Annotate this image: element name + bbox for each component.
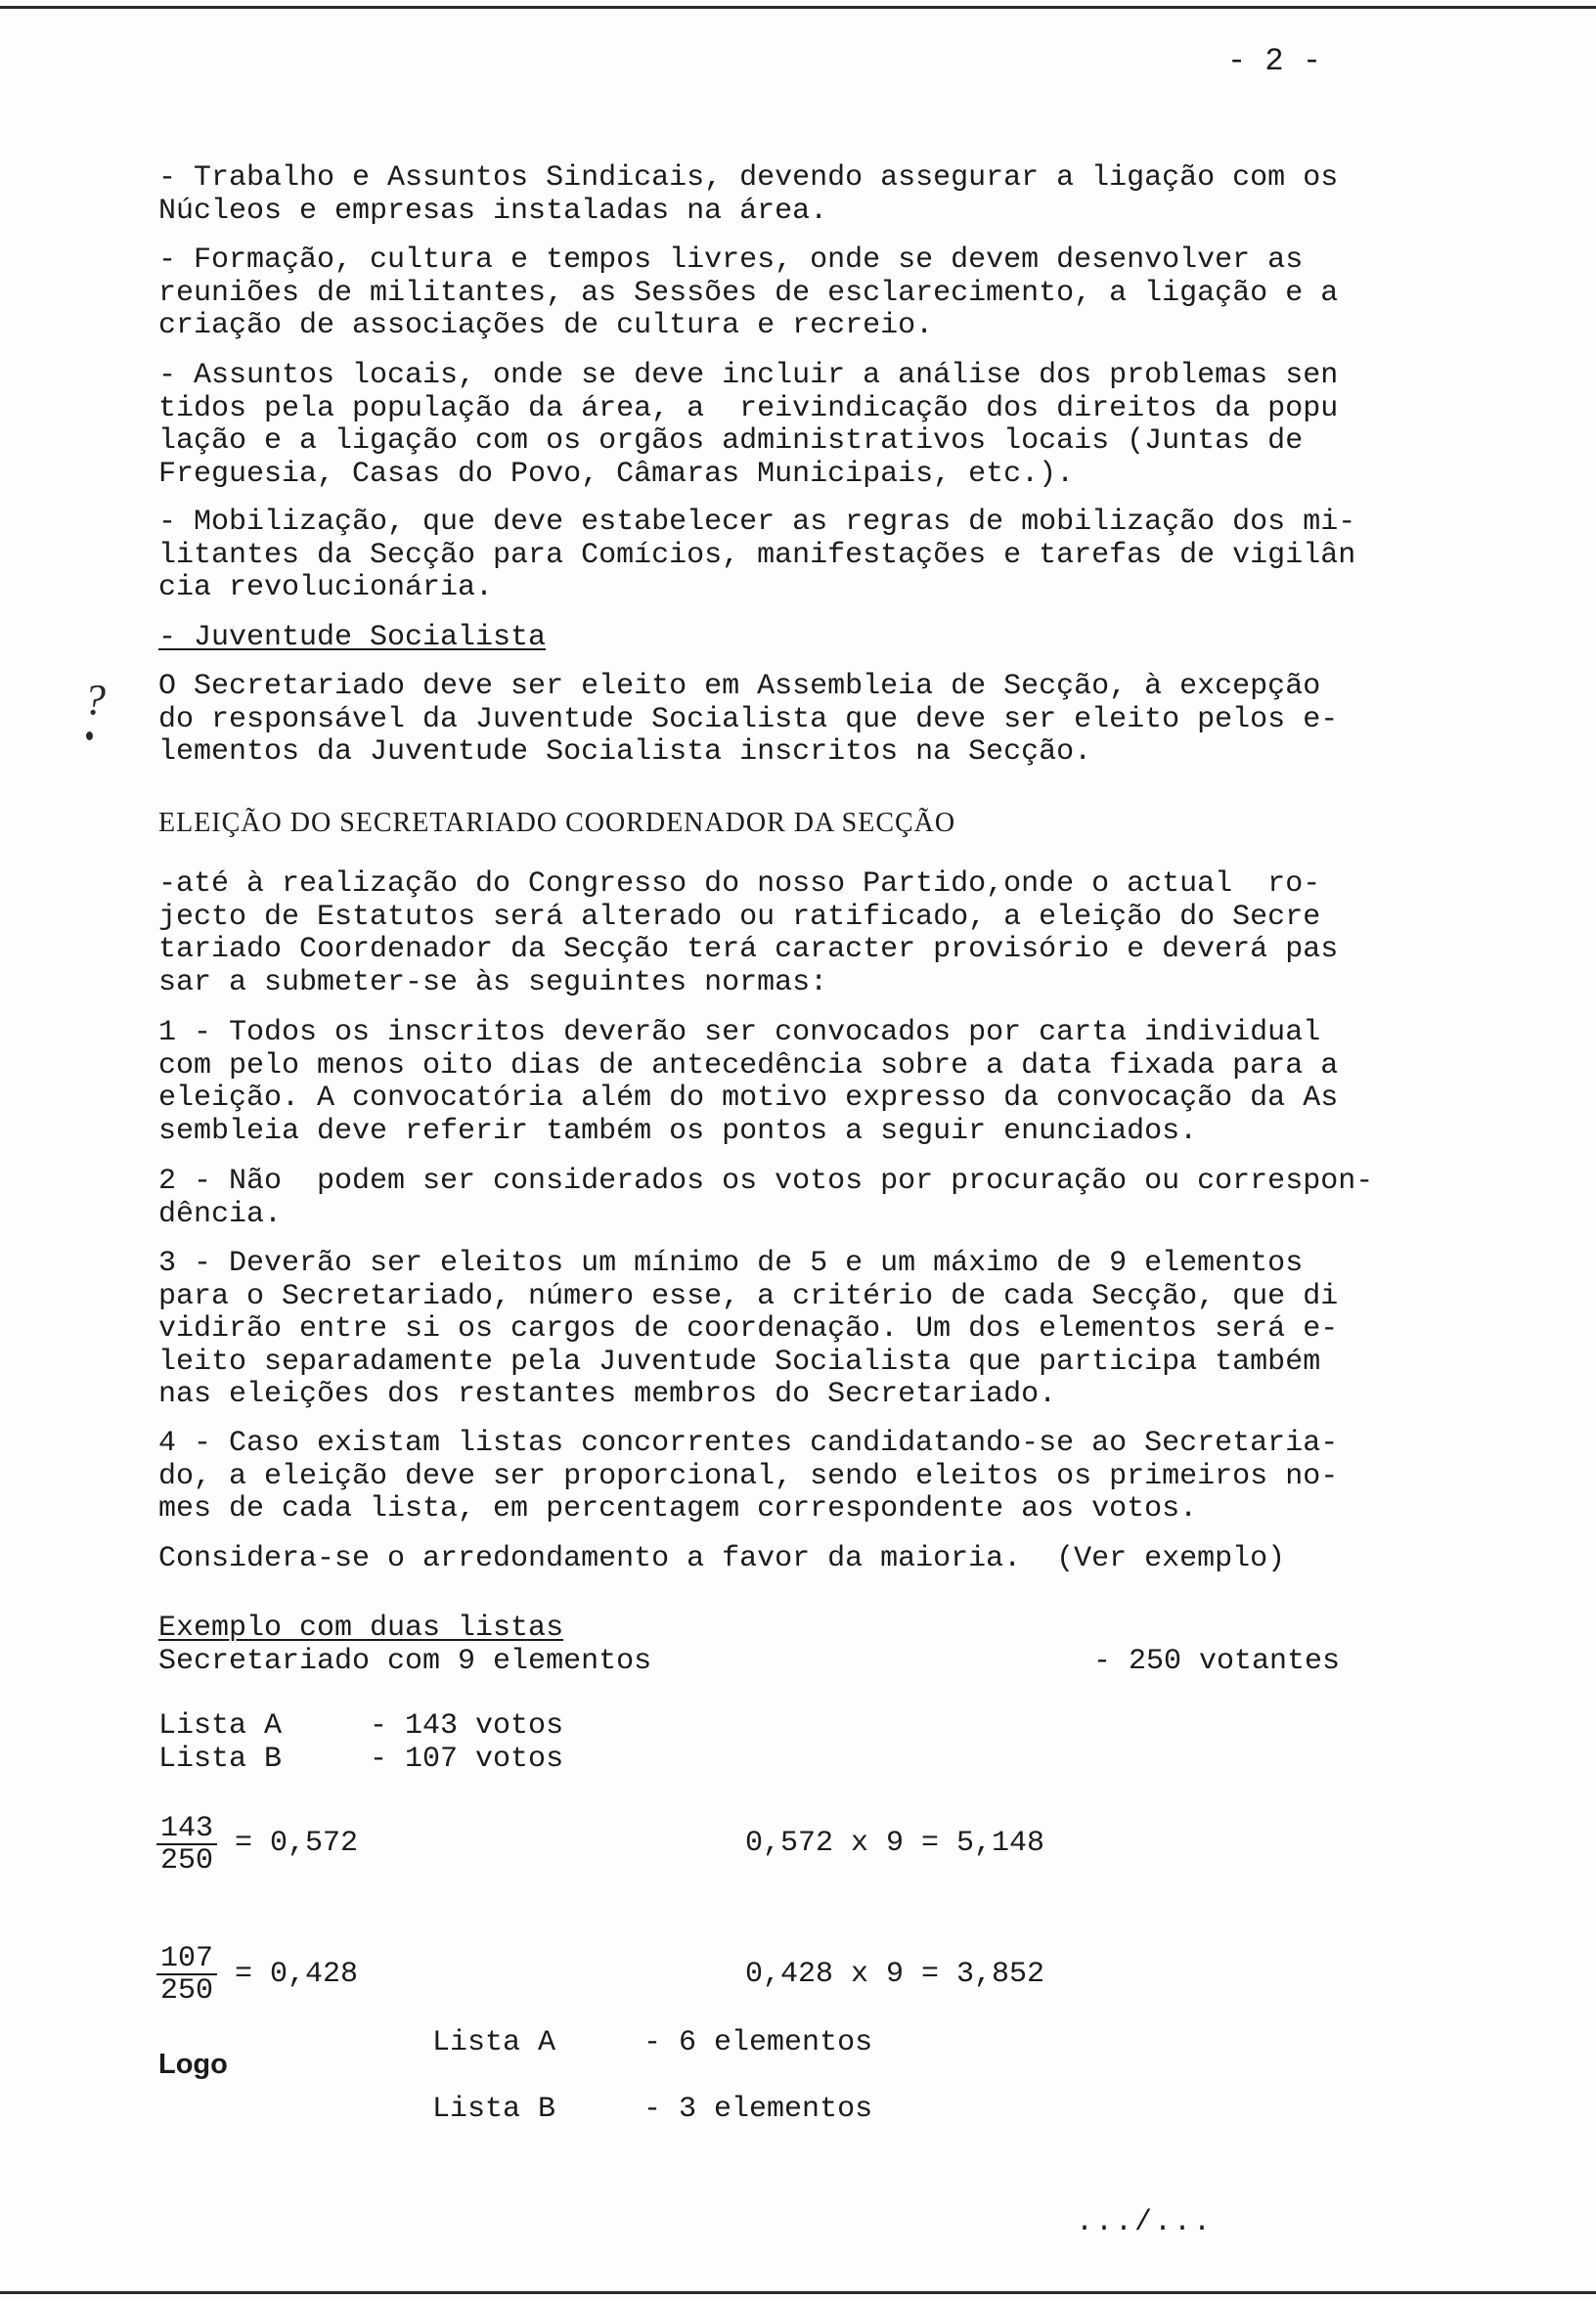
fraction-list-b [156,1944,217,2007]
example-title: Exemplo com duas listas [158,1612,564,1645]
paragraph-rule-3: 3 - Deverão ser eleitos um mínimo de 5 e um máximo de 9 elementos para o Secretariado, número esse, a critério de cada Secção, que di vidirão entre si os cargos de coordenação. Um dos elementos será e- leito separadamente pela Juventude Socialista que participa também nas eleições dos restantes membros do Secretariado. [158,1247,1339,1411]
paragraph-trabalho: - Trabalho e Assuntos Sindicais, devendo assegurar a ligação com os Núcleos e empresas instaladas na área. [158,161,1339,228]
paragraph-mobilizacao: - Mobilização, que deve estabelecer as regras de mobilização dos mi- litantes da Secção para Comícios, manifestações e tarefas de vigilân cia revolucionária. [158,506,1356,604]
bottom-rule [0,2291,1596,2294]
page-number: - 2 - [1227,43,1322,79]
calculation-a: 0,572 x 9 = 5,148 [745,1827,1045,1860]
fraction-a-result: = 0,572 [235,1827,359,1860]
fraction-b-result: = 0,428 [235,1958,359,1991]
section-heading: ELEIÇÃO DO SECRETARIADO COORDENADOR DA SECÇÃO [158,808,956,838]
paragraph-juventude: - Juventude Socialista [158,621,547,654]
example-subtitle: Secretariado com 9 elementos [158,1645,652,1678]
fraction-list-a [156,1814,217,1877]
paragraph-rule-2: 2 - Não podem ser considerados os votos por procuração ou correspon- dência. [158,1165,1374,1231]
paragraph-assuntos-locais: - Assuntos locais, onde se deve incluir a análise dos problemas sen tidos pela população da área, a reivindicação dos direitos da popu lação e a ligação com os orgãos administrativos locais (Juntas de Freguesia, Casas do Povo, Câmaras Municipais, etc.). [158,359,1339,491]
list-a-votes: Lista A - 143 votos [158,1709,564,1743]
continuation-mark: .../... [1076,2206,1214,2239]
margin-question-mark: ? [84,676,106,724]
result-list-b: Lista B - 3 elementos [432,2093,873,2126]
result-list-a: Lista A - 6 elementos [432,2026,873,2059]
calculation-b: 0,428 x 9 = 3,852 [745,1958,1045,1991]
example-voters: - 250 votantes [1093,1645,1341,1678]
paragraph-formacao: - Formação, cultura e tempos livres, onde se devem desenvolver as reuniões de militantes, as Sessões de esclarecimento, a ligação e a criação de associações de cultura e recreio. [158,243,1339,342]
paragraph-rule-1: 1 - Todos os inscritos deverão ser convocados por carta individual com pelo menos oito dias de antecedência sobre a data fixada para a eleição. A convocatória além do motivo expresso da convocação da As sembleia deve referir também os pontos a seguir enunciados. [158,1016,1339,1148]
fraction-b-numerator: 107 [156,1944,217,1975]
fraction-b-denominator: 250 [159,1974,213,2008]
fraction-a-numerator: 143 [156,1814,217,1845]
fraction-a-denominator: 250 [159,1844,213,1878]
margin-dot [86,731,93,740]
top-rule [0,6,1596,9]
logo-label: Logo [158,2049,228,2080]
paragraph-arredondamento: Considera-se o arredondamento a favor da maioria. (Ver exemplo) [158,1542,1286,1575]
list-b-votes: Lista B - 107 votos [158,1743,564,1776]
paragraph-congresso: -até à realização do Congresso do nosso Partido,onde o actual ro- jecto de Estatutos será alterado ou ratificado, a eleição do Secre tariado Coordenador da Secção terá caracter provisório e deverá pas sar a submeter-se às seguintes normas: [158,867,1339,999]
paragraph-secretariado-eleicao: O Secretariado deve ser eleito em Assembleia de Secção, à excepção do responsável da Juventude Socialista que deve ser eleito pelos e- lementos da Juventude Socialista inscritos na Secção. [158,670,1339,769]
paragraph-rule-4: 4 - Caso existam listas concorrentes candidatando-se ao Secretaria- do, a eleição deve ser proporcional, sendo eleitos os primeiros no- mes de cada lista, em percentagem correspondente aos votos. [158,1427,1339,1526]
